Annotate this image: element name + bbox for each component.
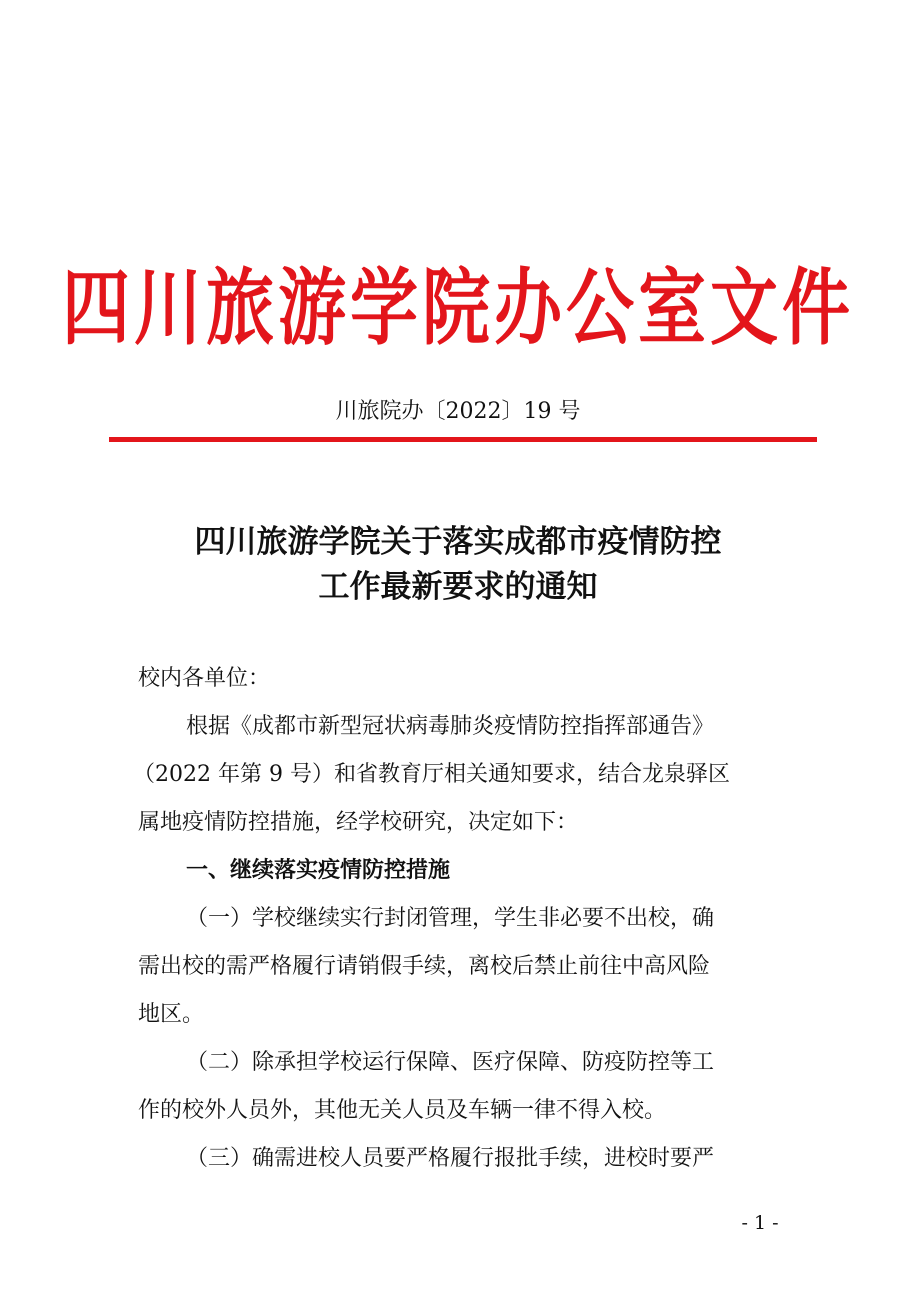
item-2-line-1: （二）除承担学校运行保障、医疗保障、防疫防控等工	[186, 1050, 715, 1075]
page-number: - 1 -	[741, 1212, 779, 1234]
item-2-line-2: 作的校外人员外，其他无关人员及车辆一律不得入校。	[138, 1098, 667, 1123]
item-1-line-3: 地区。	[138, 1002, 205, 1027]
notice-title	[0, 520, 916, 610]
intro-line-2: （2022 年第 9 号）和省教育厅相关通知要求，结合龙泉驿区	[133, 762, 730, 787]
item-1-line-1: （一）学校继续实行封闭管理，学生非必要不出校，确	[186, 906, 715, 931]
notice-title-line-1: 四川旅游学院关于落实成都市疫情防控	[194, 524, 722, 560]
document-header-title: 四川旅游学院办公室文件	[61, 260, 854, 358]
intro-line-3: 属地疫情防控措施，经学校研究，决定如下：	[138, 810, 579, 835]
item-3-line-1: （三）确需进校人员要严格履行报批手续，进校时要严	[186, 1146, 715, 1171]
header-red-rule	[109, 437, 817, 442]
item-1-line-2: 需出校的需严格履行请销假手续，离校后禁止前往中高风险	[138, 954, 711, 979]
section-1-heading: 一、继续落实疫情防控措施	[186, 858, 451, 883]
notice-title-line-2: 工作最新要求的通知	[318, 569, 598, 605]
salutation: 校内各单位：	[138, 666, 271, 691]
intro-line-1: 根据《成都市新型冠状病毒肺炎疫情防控指挥部通告》	[186, 714, 715, 739]
document-number: 川旅院办〔2022〕19 号	[335, 399, 581, 424]
